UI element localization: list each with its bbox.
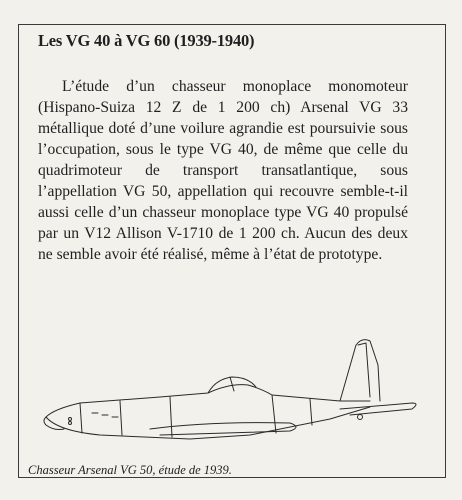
stabilizer bbox=[340, 403, 416, 415]
body-paragraph: L’étude d’un chasseur monoplace monomoteur (Hispano-Suiza 12 Z de 1 200 ch) Arsenal VG 33 métallique doté d’une voilure agrandie est poursuivie sous l’occupation, sous le type VG 40, de même que celle du quadrimoteur de transport transatlantique, sous l’appellation VG 50, appellation qui recouvre semble-t-il aussi celle d’un chasseur monoplace type VG 40 propulsé par un V12 Allison V-1710 de 1 200 ch. Aucun des deux ne semble avoir été réalisé, même à l’état de prototype. bbox=[38, 78, 408, 263]
figure-caption: Chasseur Arsenal VG 50, étude de 1939. bbox=[28, 463, 232, 477]
fuselage-lower-outline bbox=[46, 407, 370, 439]
tail-wheel bbox=[358, 415, 363, 420]
section-title: Les VG 40 à VG 60 (1939-1940) bbox=[38, 31, 255, 50]
aircraft-side-view-illustration bbox=[40, 335, 430, 457]
tail-fin bbox=[340, 340, 380, 401]
fuselage-outline bbox=[46, 385, 370, 417]
